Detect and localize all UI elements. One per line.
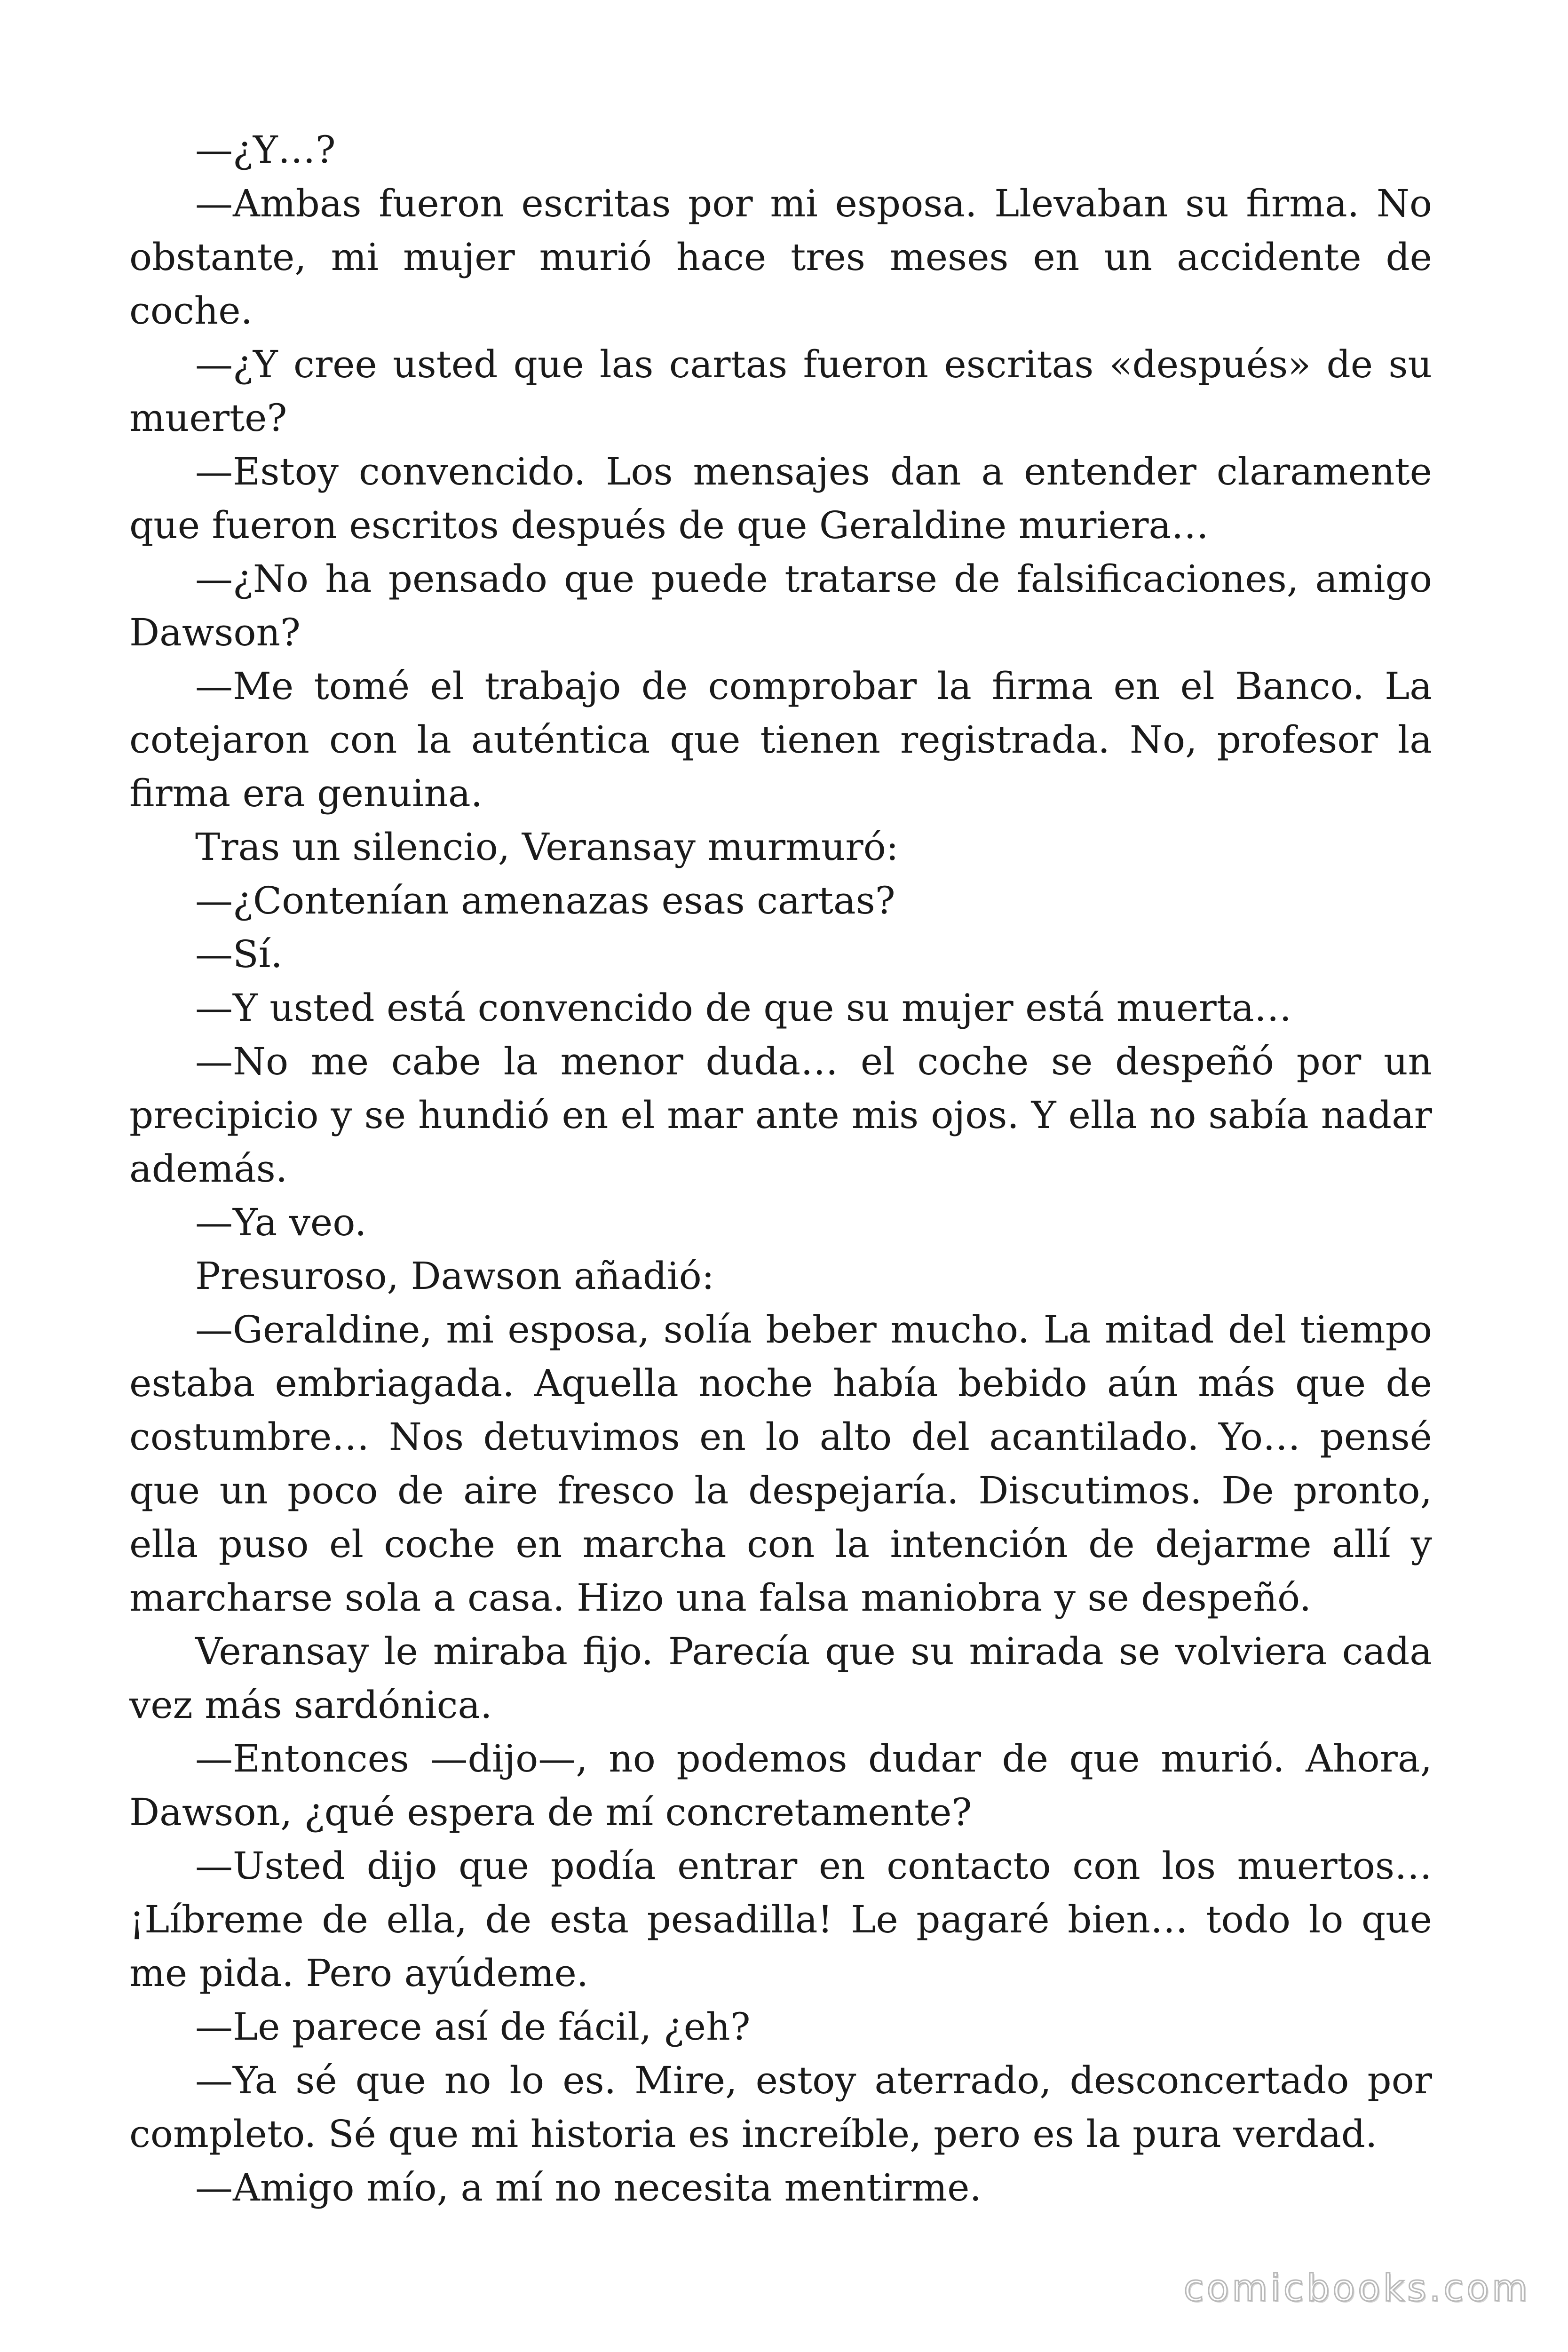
paragraph: —Ya veo.: [195, 1200, 367, 1244]
watermark: comicbooks.com: [1183, 2267, 1530, 2310]
paragraph: Tras un silencio, Veransay murmuró:: [195, 825, 899, 869]
paragraph: —Amigo mío, a mí no necesita mentirme.: [195, 2166, 982, 2209]
paragraph: —¿Y cree usted que las cartas fueron escritas «después» de su muerte?: [129, 342, 1432, 440]
paragraph: —Y usted está convencido de que su mujer está muerta…: [195, 986, 1292, 1030]
paragraph: —Geraldine, mi esposa, solía beber mucho. La mitad del tiempo estaba embriagada. Aquella noche había bebido aún más que de costumbre… Nos detuvimos en lo alto del acantilado. Yo… pensé que un poco de aire fresco la despejaría. Discutimos. De pronto, ella puso el coche en marcha con la intención de dejarme allí y marcharse sola a casa. Hizo una falsa maniobra y se despeñó.: [129, 1308, 1432, 1620]
paragraph: —Entonces —dijo—, no podemos dudar de que murió. Ahora, Dawson, ¿qué espera de mí concretamente?: [129, 1737, 1432, 1834]
paragraph: —Sí.: [195, 932, 283, 976]
paragraph: —Estoy convencido. Los mensajes dan a entender claramente que fueron escritos después de que Geraldine muriera…: [129, 450, 1432, 547]
paragraph: Presuroso, Dawson añadió:: [195, 1254, 714, 1298]
book-page-text: [129, 123, 1432, 2215]
paragraph: —Ambas fueron escritas por mi esposa. Llevaban su firma. No obstante, mi mujer murió hace tres meses en un accidente de coche.: [129, 182, 1432, 333]
paragraph: —¿No ha pensado que puede tratarse de falsificaciones, amigo Dawson?: [129, 557, 1432, 654]
paragraph: —¿Contenían amenazas esas cartas?: [195, 879, 895, 922]
paragraph: —No me cabe la menor duda… el coche se despeñó por un precipicio y se hundió en el mar ante mis ojos. Y ella no sabía nadar además.: [129, 1040, 1432, 1191]
paragraph: —Ya sé que no lo es. Mire, estoy aterrado, desconcertado por completo. Sé que mi historia es increíble, pero es la pura verdad.: [129, 2058, 1432, 2156]
paragraph: —Le parece así de fácil, ¿eh?: [195, 2005, 751, 2049]
paragraph: —Usted dijo que podía entrar en contacto con los muertos… ¡Líbreme de ella, de esta pesadilla! Le pagaré bien… todo lo que me pida. Pero ayúdeme.: [129, 1844, 1432, 1995]
paragraph: —¿Y…?: [195, 128, 336, 172]
paragraph: —Me tomé el trabajo de comprobar la firma en el Banco. La cotejaron con la auténtica que tienen registrada. No, profesor la firma era genuina.: [129, 664, 1432, 815]
paragraph: Veransay le miraba fijo. Parecía que su mirada se volviera cada vez más sardónica.: [129, 1629, 1432, 1727]
